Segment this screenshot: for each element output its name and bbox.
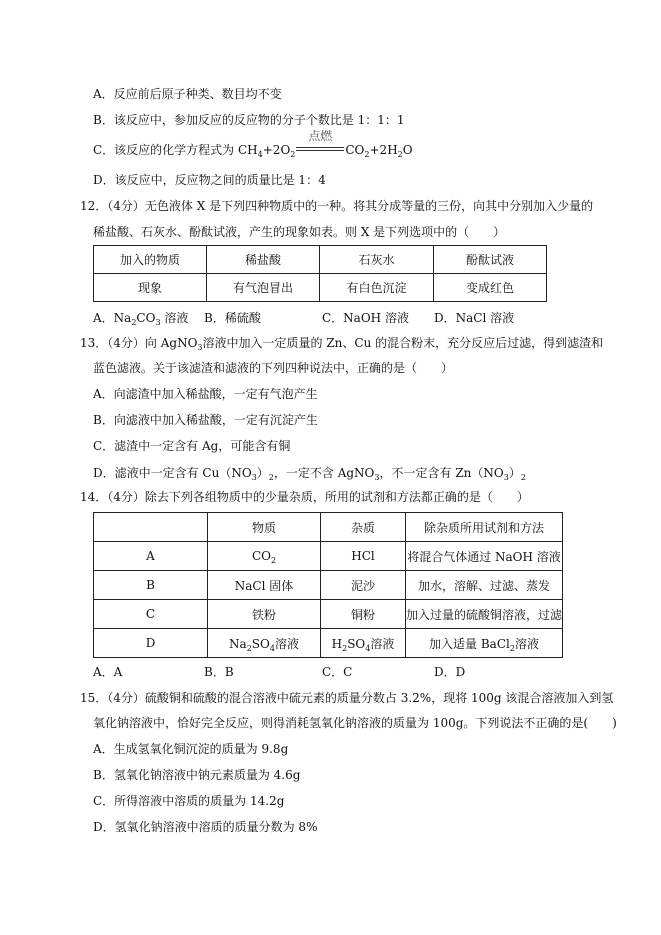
text: Na <box>229 636 247 651</box>
subscript: 2 <box>131 318 137 327</box>
text: 加入的物质 <box>119 253 180 267</box>
table-cell <box>94 571 208 600</box>
table-cell <box>434 246 547 274</box>
subscript: 2 <box>290 150 296 159</box>
text: 加水，溶解、过滤、蒸发 <box>418 578 551 593</box>
q11-option-b <box>93 112 405 128</box>
text: 溶液 <box>370 636 395 651</box>
table-cell <box>321 629 406 658</box>
text: ，不一定含有 Zn（NO <box>379 466 504 480</box>
q13-stem-line1 <box>80 335 603 351</box>
text: B．氢氧化钠溶液中钠元素质量为 4.6g <box>93 768 301 782</box>
q15-option-b <box>93 767 300 783</box>
subscript: 2 <box>397 150 403 159</box>
choice-a <box>93 664 122 680</box>
q15-stem-line1 <box>80 690 613 706</box>
subscript: 3 <box>374 473 380 482</box>
condition-label: 点燃 <box>308 129 333 143</box>
table-cell <box>94 629 208 658</box>
q15-stem-line2 <box>93 715 617 731</box>
text: 铁粉 <box>251 607 276 622</box>
subscript: 2 <box>520 473 526 482</box>
text: +2H <box>369 143 398 157</box>
text: 有白色沉淀 <box>346 281 407 295</box>
q12-stem-line1 <box>80 198 593 214</box>
text: 稀盐酸、石灰水、酚酞试液，产生的现象如表。则 X 是下列选项中的（ ） <box>93 225 506 239</box>
text: A．Na <box>93 311 132 325</box>
subscript: 4 <box>365 643 371 653</box>
table-cell <box>320 246 434 274</box>
table-row <box>94 571 563 600</box>
text: 13．（4分）向 AgNO <box>80 336 198 350</box>
table-cell <box>94 246 207 274</box>
table-cell <box>208 629 321 658</box>
text: A．A <box>93 665 123 679</box>
text: D <box>145 636 156 650</box>
text: 加入适量 BaCl <box>429 636 510 651</box>
table-cell <box>321 571 406 600</box>
text: A．向滤渣中加入稀盐酸，一定有气泡产生 <box>93 387 318 401</box>
text: 蓝色滤液。关于该滤渣和滤液的下列四种说法中，正确的是（ ） <box>93 361 454 375</box>
q13-option-b <box>93 412 318 428</box>
subscript: 2 <box>246 643 252 653</box>
table-cell <box>208 600 321 629</box>
choice-b <box>204 664 234 680</box>
table-cell <box>208 571 321 600</box>
q11-option-a <box>93 86 282 102</box>
subscript: 3 <box>155 318 161 327</box>
q12-table <box>93 245 547 302</box>
text: CO <box>136 311 156 325</box>
text: 石灰水 <box>358 253 395 267</box>
text: 14．（4分）除去下列各组物质中的少量杂质，所用的试剂和方法都正确的是（ ） <box>80 490 529 504</box>
reaction-condition <box>296 129 344 155</box>
text: 现象 <box>137 281 162 295</box>
q11-option-c <box>93 129 413 159</box>
table-cell <box>321 600 406 629</box>
table-cell <box>321 542 406 571</box>
q13-option-d <box>93 465 526 481</box>
q13-option-c <box>93 438 290 454</box>
table-row <box>94 513 563 542</box>
q15-option-d <box>93 819 317 835</box>
text: 酚酞试液 <box>465 253 514 267</box>
choice-d <box>434 664 465 680</box>
subscript: 2 <box>342 643 348 653</box>
text: 加入过量的硫酸铜溶液，过滤 <box>406 607 563 622</box>
subscript: 2 <box>270 556 277 565</box>
text: B．稀硫酸 <box>204 311 261 325</box>
table-cell <box>406 513 563 542</box>
text: B <box>146 578 155 592</box>
subscript: 4 <box>257 150 263 159</box>
text: CO <box>251 549 271 563</box>
text: NaCl 固体 <box>234 578 294 593</box>
equals-line <box>296 150 344 151</box>
text: 溶液 <box>514 636 539 651</box>
table-cell <box>208 542 321 571</box>
table-cell <box>406 629 563 658</box>
table-row <box>94 274 547 302</box>
text: A <box>146 549 155 563</box>
choice-a <box>93 310 188 326</box>
text: 铜粉 <box>350 607 375 622</box>
text: D．NaCl 溶液 <box>434 311 515 325</box>
text: 物质 <box>251 520 276 535</box>
text: 变成红色 <box>465 281 514 295</box>
subscript: 2 <box>364 150 370 159</box>
text: HCl <box>351 549 375 563</box>
text: 溶液 <box>274 636 299 651</box>
q14-stem <box>80 489 529 505</box>
table-cell <box>207 246 320 274</box>
text: ） <box>508 466 521 480</box>
text: B．该反应中，参加反应的反应物的分子个数比是 1：1：1 <box>93 113 405 127</box>
text: B．向滤液中加入稀盐酸，一定有沉淀产生 <box>93 413 318 427</box>
text: D．氢氧化钠溶液中溶质的质量分数为 8% <box>93 820 318 834</box>
text: C．所得溶液中溶质的质量为 14.2g <box>93 794 285 808</box>
text: +2O <box>262 143 291 157</box>
text: 氧化钠溶液中，恰好完全反应，则得消耗氢氧化钠溶液的质量为 100g。下列说法不正确的是( ) <box>93 716 617 730</box>
q15-option-c <box>93 793 284 809</box>
text: D．该反应中，反应物之间的质量比是 1：4 <box>93 173 326 187</box>
text: ，一定不含 AgNO <box>273 466 375 480</box>
text: O <box>402 143 413 157</box>
text: C．滤渣中一定含有 Ag，可能含有铜 <box>93 439 291 453</box>
table-cell <box>94 274 207 302</box>
subscript: 3 <box>251 473 257 482</box>
text: C．该反应的化学方程式为 CH <box>93 143 258 157</box>
table-cell <box>321 513 406 542</box>
text: 有气泡冒出 <box>232 281 293 295</box>
table-cell <box>320 274 434 302</box>
q13-option-a <box>93 386 318 402</box>
text: ） <box>256 466 269 480</box>
text: SO <box>251 636 270 651</box>
table-cell <box>94 513 208 542</box>
text: A．反应前后原子种类、数目均不变 <box>93 87 282 101</box>
subscript: 3 <box>197 343 203 352</box>
table-cell <box>208 513 321 542</box>
text: 杂质 <box>350 520 375 535</box>
text: 泥沙 <box>350 578 375 593</box>
table-cell <box>406 542 563 571</box>
text: C <box>145 607 156 621</box>
text: CO <box>345 143 365 157</box>
text: 除杂质所用试剂和方法 <box>424 520 545 535</box>
table-row <box>94 600 563 629</box>
choice-c <box>322 664 352 680</box>
table-cell <box>434 274 547 302</box>
equals-line <box>296 147 344 148</box>
text: 15．（4分）硫酸铜和硫酸的混合溶液中硫元素的质量分数占 3.2%，现将 100g 该混合溶液加入到氢 <box>80 691 614 705</box>
table-cell <box>406 600 563 629</box>
table-cell <box>207 274 320 302</box>
choice-d <box>434 310 514 326</box>
table-cell <box>94 542 208 571</box>
subscript: 4 <box>269 643 275 653</box>
text: C．NaOH 溶液 <box>322 311 409 325</box>
text: SO <box>347 636 366 651</box>
text: 12．（4分）无色液体 X 是下列四种物质中的一种。将其分成等量的三份，向其中分别加入少量的 <box>80 199 594 213</box>
q12-stem-line2 <box>93 224 505 240</box>
text: 溶液中加入一定质量的 Zn、Cu 的混合粉末，充分反应后过滤，得到滤渣和 <box>202 336 604 350</box>
text: 稀盐酸 <box>244 253 281 267</box>
q14-table <box>93 512 563 658</box>
text: 将混合气体通过 NaOH 溶液 <box>407 549 561 564</box>
subscript: 3 <box>503 473 509 482</box>
text: D．D <box>434 665 466 679</box>
text: D．滤液中一定含有 Cu（NO <box>93 466 252 480</box>
table-cell <box>94 600 208 629</box>
text: 溶液 <box>160 311 189 325</box>
table-cell <box>406 571 563 600</box>
q13-stem-line2 <box>93 360 453 376</box>
q11-option-d <box>93 172 326 188</box>
subscript: 2 <box>268 473 274 482</box>
table-row <box>94 246 547 274</box>
text: C．C <box>322 665 353 679</box>
q15-option-a <box>93 741 288 757</box>
choice-c <box>322 310 409 326</box>
text: A．生成氢氧化铜沉淀的质量为 9.8g <box>93 742 289 756</box>
table-row <box>94 542 563 571</box>
text: H <box>331 636 343 651</box>
table-row <box>94 629 563 658</box>
choice-b <box>204 310 261 326</box>
subscript: 2 <box>509 643 515 653</box>
text: B．B <box>204 665 234 679</box>
